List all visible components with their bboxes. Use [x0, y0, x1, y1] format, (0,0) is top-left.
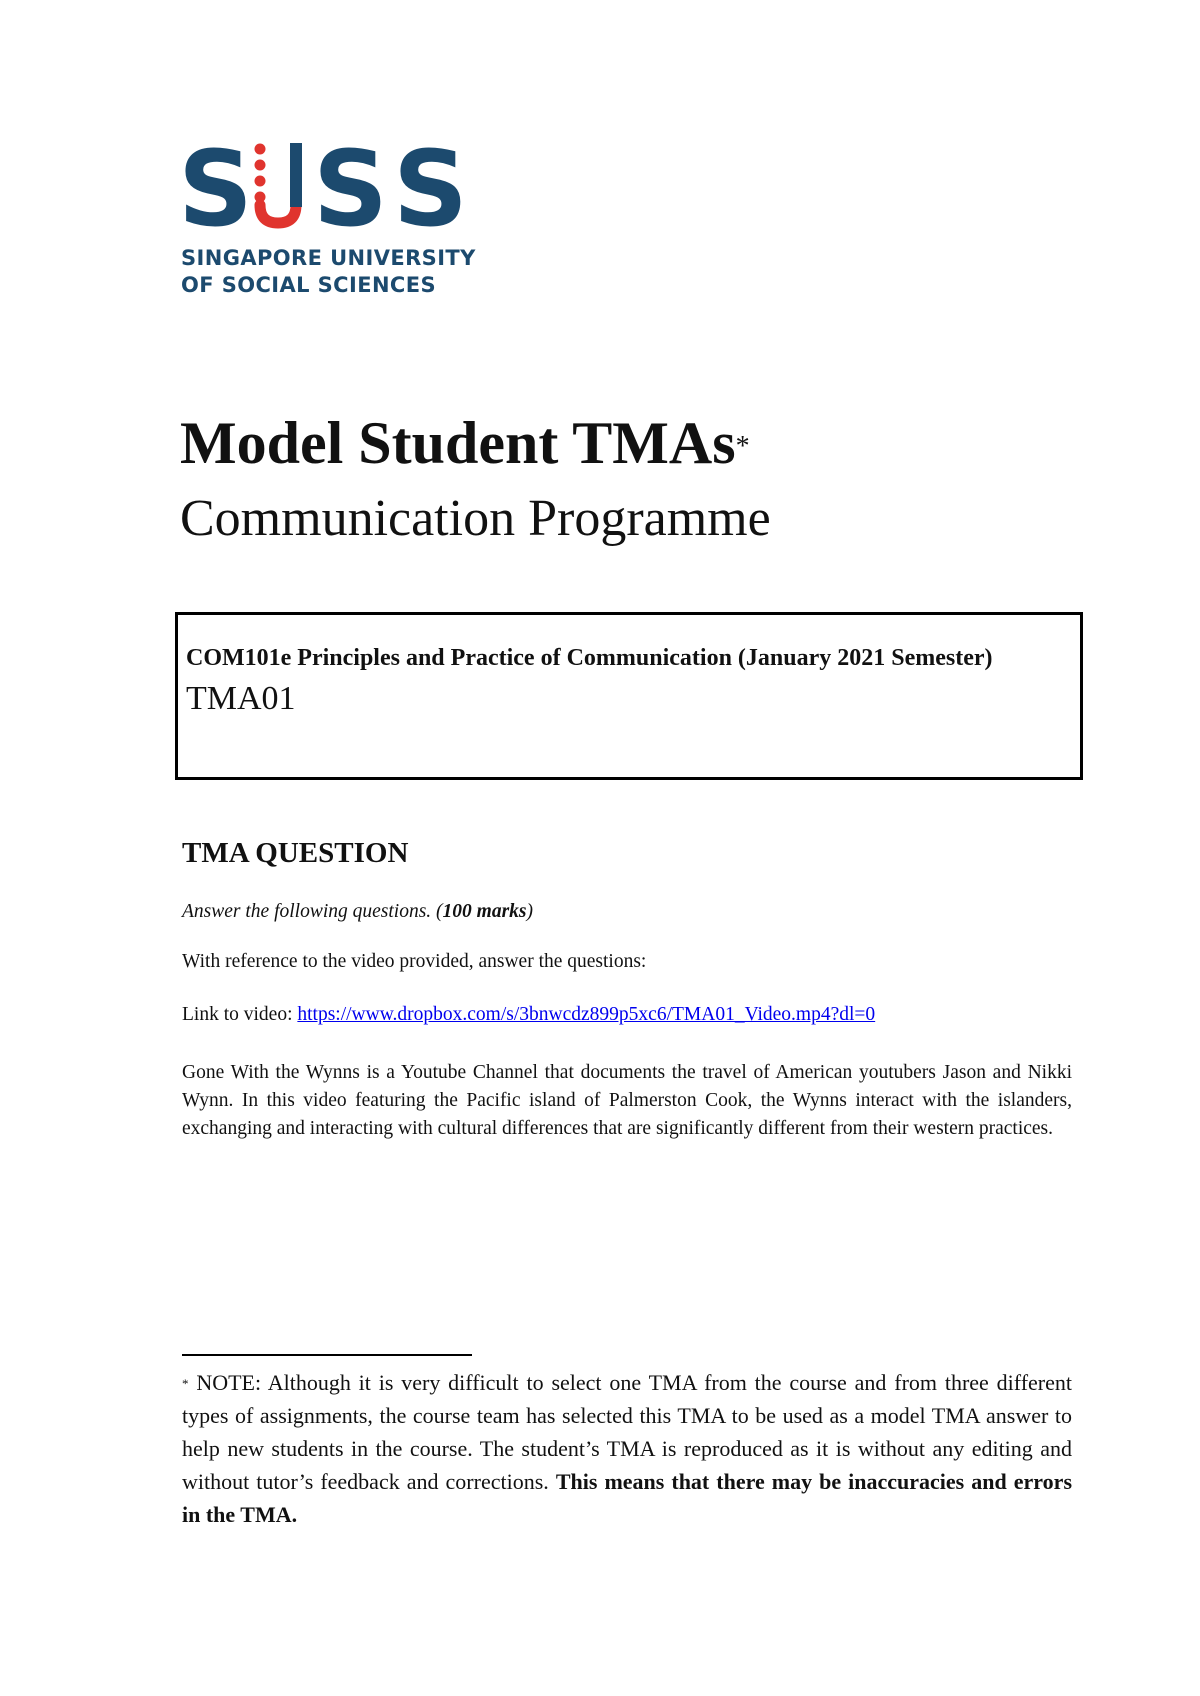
course-name: COM101e Principles and Practice of Communication (January 2021 Semester) [186, 645, 993, 671]
question-section [182, 835, 1072, 1168]
university-name-line-1: SINGAPORE UNIVERSITY [181, 246, 476, 270]
university-name-line-2: OF SOCIAL SCIENCES [181, 273, 437, 297]
svg-text:S: S [393, 135, 468, 235]
svg-text:S: S [313, 135, 388, 235]
video-description: Gone With the Wynns is a Youtube Channel that documents the travel of American youtubers Jason and Nikki Wynn. In this video featuring the Pacific island of Palmerston Cook, the Wynns interact with the islanders, exchanging and interacting with cultural differences that are significantly different from their western practices. [182, 1062, 1072, 1139]
reference-text: With reference to the video provided, answer the questions: [182, 951, 647, 972]
footnote [182, 1366, 1072, 1531]
instruction-text [182, 898, 1072, 926]
video-link[interactable]: https://www.dropbox.com/s/3bnwcdz899p5xc6/TMA01_Video.mp4?dl=0 [297, 1004, 876, 1025]
u-letter-dots [255, 143, 303, 223]
footnote-marker: * [182, 1376, 189, 1391]
document-title-text: Model Student TMAs [180, 410, 736, 476]
course-info-box [175, 612, 1083, 780]
video-link-label: Link to video: [182, 1004, 298, 1025]
footnote-emphasis: This means that there may be inaccuracies and errors in the TMA. [182, 1469, 1073, 1527]
section-heading: TMA QUESTION [182, 837, 409, 869]
footnote-divider [182, 1354, 472, 1356]
suss-wordmark-logo [178, 135, 498, 235]
video-link-line [182, 1001, 1072, 1029]
document-subtitle: Communication Programme [180, 490, 771, 547]
tma-code: TMA01 [186, 680, 296, 717]
instruction-end: ) [526, 901, 534, 922]
instruction-lead: Answer the following questions. ( [182, 901, 443, 922]
marks-value: 100 marks [442, 901, 527, 922]
svg-text:S: S [178, 135, 253, 235]
footnote-reference-marker: * [735, 431, 750, 462]
document-title [180, 408, 750, 478]
footnote-text: Although it is very difficult to select one TMA from the course and from three different types of assignments, the course team has selected this TMA to be used as a model TMA answer to help new students in the course. The student’s TMA is reproduced as it is without any editing and without tutor’s feedback and corrections. [182, 1370, 1072, 1494]
university-name [181, 245, 476, 299]
suss-logo [178, 135, 498, 295]
footnote-label: NOTE: [196, 1370, 262, 1395]
